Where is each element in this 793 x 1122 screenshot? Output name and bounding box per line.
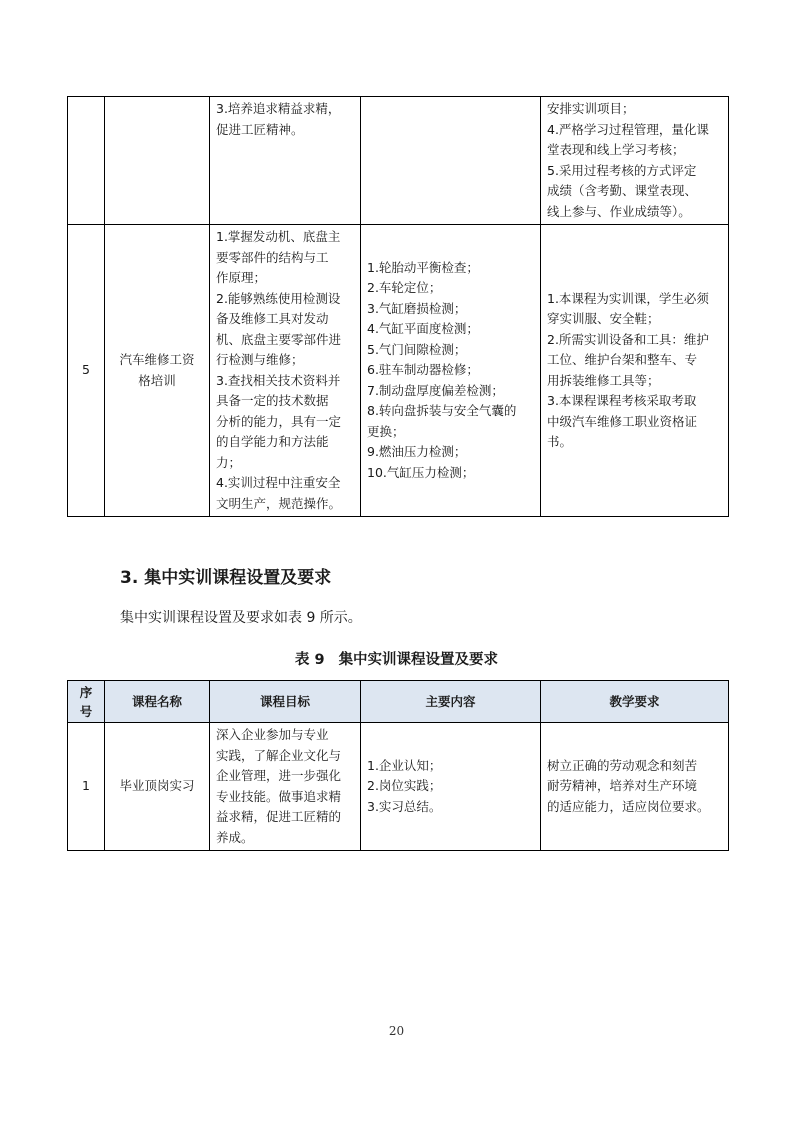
cell-text-line: 7.制动盘厚度偏差检测； (367, 382, 504, 398)
course-name-cell (105, 723, 210, 851)
cell-text-line: 要零部件的结构与工 (216, 249, 329, 265)
course-name-cell (105, 97, 210, 225)
teaching-requirements-cell (541, 97, 729, 225)
cell-text-line: 3.查找相关技术资料并 (216, 372, 341, 388)
cell-text-line: 4.气缸平面度检测； (367, 321, 479, 337)
cell-text-line: 10.气缸压力检测； (367, 464, 475, 480)
cell-text-line: 力； (216, 454, 242, 470)
cell-text-line: 1.本课程为实训课，学生必须 (547, 290, 709, 306)
teaching-requirements-cell (541, 723, 729, 851)
cell-text-line: 成绩（含考勤、课堂表现、 (547, 183, 698, 198)
cell-text-line: 3.实习总结。 (367, 798, 442, 814)
header-course-name: 课程名称 (105, 681, 210, 723)
cell-text-line: 4.严格学习过程管理，量化课 (547, 121, 709, 137)
cell-text-line: 机、底盘主要零部件进 (216, 331, 342, 347)
table-caption-title: 集中实训课程设置及要求 (338, 652, 499, 668)
cell-text-line: 专业技能。做事追求精 (216, 788, 342, 804)
page-number: 20 (388, 1024, 405, 1038)
cell-text-line: 号 (79, 703, 93, 719)
cell-text-line: 1.企业认知； (367, 757, 442, 773)
header-course-goals: 课程目标 (210, 681, 361, 723)
cell-text-line: 文明生产，规范操作。 (216, 495, 342, 511)
cell-text-line: 更换； (367, 423, 405, 439)
teaching-requirements-cell (541, 225, 729, 517)
cell-text-line: 1.轮胎动平衡检查； (367, 259, 479, 275)
cell-text-line: 实践，了解企业文化与 (216, 747, 342, 763)
cell-text-line: 4.实训过程中注重安全 (216, 475, 341, 490)
table-caption (0, 649, 793, 671)
cell-text-line: 作原理； (216, 270, 267, 285)
course-name-cell (105, 225, 210, 517)
section-intro: 集中实训课程设置及要求如表 9 所示。 (120, 610, 362, 626)
table-caption-number: 表 9 (294, 652, 325, 668)
cell-text-line: 2.所需实训设备和工具：维护 (547, 331, 709, 347)
cell-text-line: 行检测与维修； (216, 352, 304, 367)
row-number-cell: 1 (68, 723, 105, 851)
course-table-continued (67, 96, 729, 517)
header-teaching-requirements: 教学要求 (541, 681, 729, 723)
centralized-training-table (67, 680, 729, 851)
cell-text-line: 6.驻车制动器检修； (367, 362, 479, 378)
cell-text-line: 毕业顶岗实习 (119, 778, 195, 794)
cell-text-line: 线上参与、作业成绩等）。 (547, 203, 691, 219)
table-row (68, 97, 729, 225)
cell-text-line: 3.气缸磨损检测； (367, 300, 467, 316)
cell-text-line: 3.培养追求精益求精， (216, 101, 341, 116)
cell-text-line: 的适应能力，适应岗位要求。 (547, 798, 710, 814)
cell-text-line: 3.本课程课程考核采取考取 (547, 393, 697, 408)
cell-text-line: 深入企业参加与专业 (216, 727, 329, 742)
cell-text-line: 2.车轮定位； (367, 280, 442, 296)
cell-text-line: 穿实训服、安全鞋； (547, 311, 660, 326)
cell-text-line: 5.气门间隙检测； (367, 341, 467, 357)
header-main-content: 主要内容 (361, 681, 541, 723)
cell-text-line: 序 (79, 684, 93, 700)
cell-text-line: 的自学能力和方法能 (216, 434, 329, 449)
course-goals-cell (210, 225, 361, 517)
cell-text-line: 益求精，促进工匠精的 (216, 809, 342, 824)
cell-text-line: 8.转向盘拆装与安全气囊的 (367, 403, 517, 419)
cell-text-line: 汽车维修工资 (119, 352, 195, 367)
main-content-cell (361, 723, 541, 851)
cell-text-line: 安排实训项目； (547, 101, 635, 116)
cell-text-line: 格培训 (138, 372, 176, 388)
cell-text-line: 2.岗位实践； (367, 778, 442, 794)
main-content-cell (361, 97, 541, 225)
cell-text-line: 备及维修工具对发动 (216, 311, 329, 326)
cell-text-line: 5.采用过程考核的方式评定 (547, 162, 697, 178)
cell-text-line: 中级汽车维修工职业资格证 (547, 413, 698, 429)
cell-text-line: 工位、维护台架和整车、专 (547, 352, 698, 367)
section-heading: 3. 集中实训课程设置及要求 (120, 568, 332, 588)
main-content-cell (361, 225, 541, 517)
row-number-cell: 5 (68, 225, 105, 517)
cell-text-line: 养成。 (216, 829, 254, 845)
cell-text-line: 1.掌握发动机、底盘主 (216, 229, 341, 244)
cell-text-line: 分析的能力，具有一定 (216, 413, 342, 429)
cell-text-line: 用拆装维修工具等； (547, 372, 660, 388)
cell-text-line: 具备一定的技术数据 (216, 393, 329, 408)
cell-text-line: 企业管理，进一步强化 (216, 768, 342, 783)
row-number-cell (68, 97, 105, 225)
cell-text-line: 9.燃油压力检测； (367, 444, 467, 460)
cell-text-line: 树立正确的劳动观念和刻苦 (547, 757, 698, 773)
cell-text-line: 促进工匠精神。 (216, 121, 304, 137)
cell-text-line: 书。 (547, 434, 573, 449)
cell-text-line: 堂表现和线上学习考核； (547, 142, 685, 157)
table-row (68, 225, 729, 517)
cell-text-line: 2.能够熟练使用检测设 (216, 290, 341, 306)
course-goals-cell (210, 723, 361, 851)
table-header-row (68, 681, 729, 723)
cell-text-line: 耐劳精神，培养对生产环境 (547, 778, 698, 794)
table-row (68, 723, 729, 851)
header-num (68, 681, 105, 723)
course-goals-cell (210, 97, 361, 225)
